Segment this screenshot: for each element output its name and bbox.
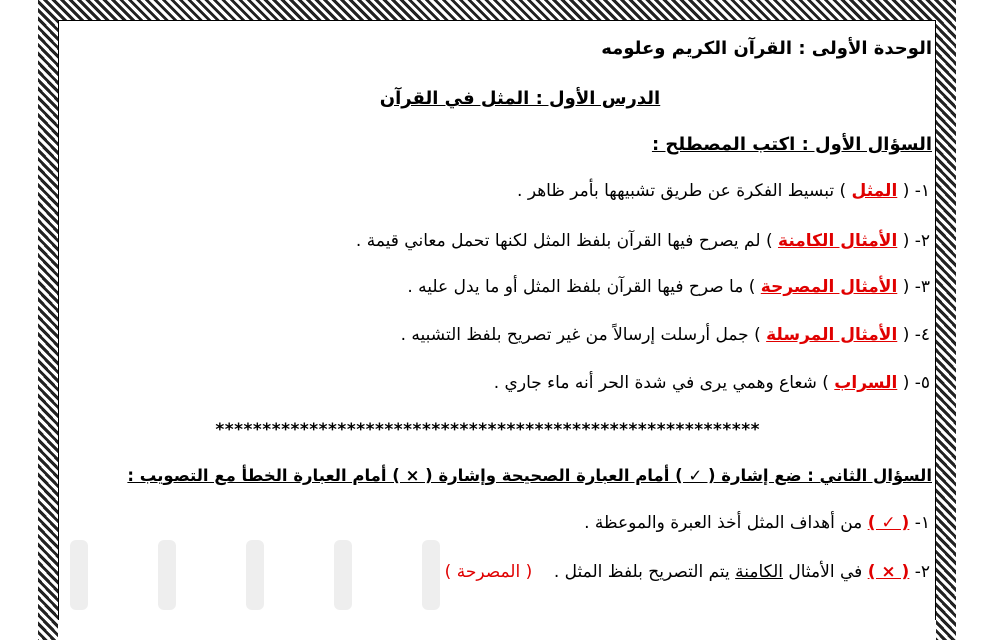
q2-heading: السؤال الثاني : ضع إشارة ( ✓ ) أمام العبارة الصحيحة وإشارة ( × ) أمام العبارة الخطأ مع التصويب :	[127, 466, 932, 485]
term: المثل	[851, 181, 898, 201]
cross-mark: ( × )	[867, 562, 910, 582]
q1-item-1: ١- ( المثل ) تبسيط الفكرة عن طريق تشبيهها بأمر ظاهر .	[517, 181, 930, 201]
unit-title: الوحدة الأولى : القرآن الكريم وعلومه	[601, 38, 932, 59]
term: الأمثال المصرحة	[760, 277, 898, 297]
q2-item-2: ٢- ( × ) في الأمثال الكامنة يتم التصريح بلفظ المثل . ( المصرحة )	[444, 562, 930, 582]
check-mark: ( ✓ )	[867, 513, 910, 533]
separator: **********************************************************	[215, 420, 760, 440]
term: السراب	[834, 373, 898, 393]
q1-item-3: ٣- ( الأمثال المصرحة ) ما صرح فيها القرآن بلفظ المثل أو ما يدل عليه .	[407, 277, 930, 297]
q1-item-4: ٤- ( الأمثال المرسلة ) جمل أرسلت إرسالاً من غير تصريح بلفظ التشبيه .	[400, 325, 930, 345]
q2-item-1: ١- ( ✓ ) من أهداف المثل أخذ العبرة والموعظة .	[584, 513, 930, 533]
term: الأمثال الكامنة	[778, 231, 898, 251]
term: الأمثال المرسلة	[766, 325, 898, 345]
q1-item-5: ٥- ( السراب ) شعاع وهمي يرى في شدة الحر أنه ماء جاري .	[493, 373, 930, 393]
q1-item-2: ٢- ( الأمثال الكامنة ) لم يصرح فيها القرآن بلفظ المثل لكنها تحمل معاني قيمة .	[355, 231, 930, 251]
lesson-title: الدرس الأول : المثل في القرآن	[379, 88, 661, 109]
q1-heading: السؤال الأول : اكتب المصطلح :	[651, 134, 932, 155]
correction: ( المصرحة )	[444, 562, 533, 582]
